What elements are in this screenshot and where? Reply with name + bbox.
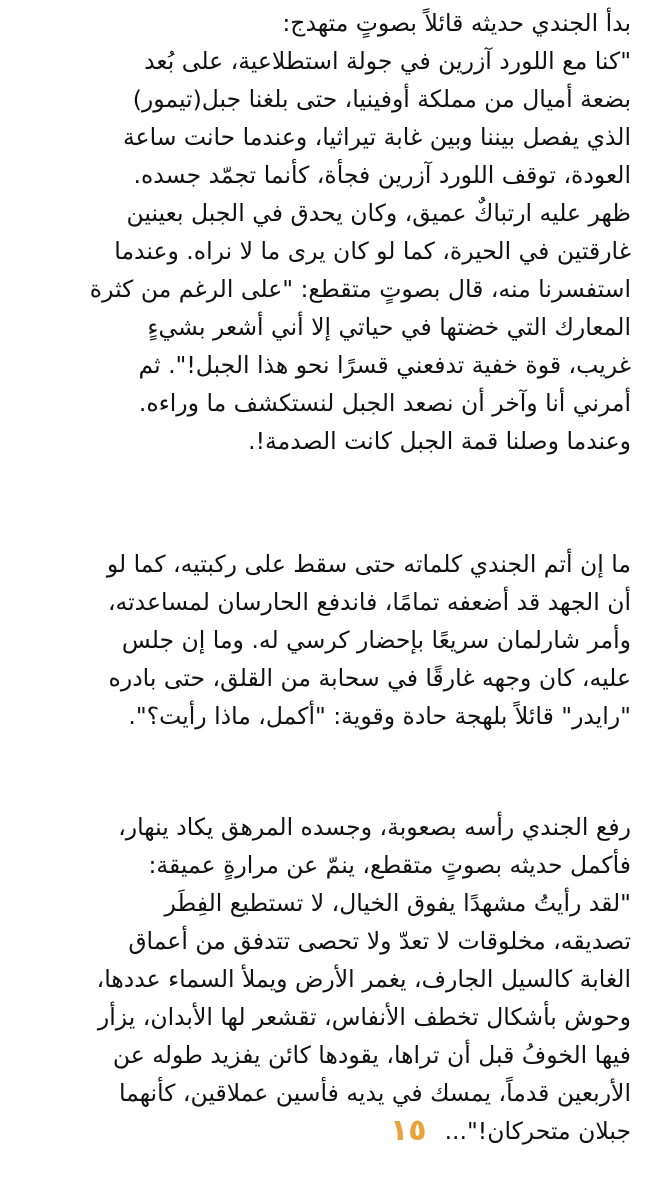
text-line: غارقتين في الحيرة، كما لو كان يرى ما لا نراه. وعندما: [114, 237, 631, 265]
text-line: الذي يفصل بيننا وبين غابة تيراثيا، وعندما حانت ساعة: [122, 123, 631, 151]
text-line: جبلان متحركان!"...: [444, 1117, 631, 1145]
paragraph-2: [22, 545, 631, 735]
text-line: "رايدر" قائلاً بلهجة حادة وقوية: "أكمل، ماذا رأيت؟".: [128, 702, 631, 730]
text-line: أمرني أنا وآخر أن نصعد الجبل لنستكشف ما وراءه.: [138, 389, 631, 417]
text-line: تصديقه، مخلوقات لا تعدّ ولا تحصى تتدفق من أعماق: [128, 927, 631, 955]
text-line: استفسرنا منه، قال بصوتٍ متقطع: "على الرغم من كثرة: [89, 275, 631, 303]
text-line: بدأ الجندي حديثه قائلاً بصوتٍ متهدج:: [282, 9, 631, 37]
text-line: أن الجهد قد أضعفه تمامًا، فاندفع الحارسان لمساعدته،: [107, 588, 631, 616]
text-line: "كنا مع اللورد آزرين في جولة استطلاعية، على بُعد: [144, 47, 631, 75]
text-line: بضعة أميال من مملكة أوفينيا، حتى بلغنا جبل(تيمور): [132, 85, 631, 113]
paragraph-1: [22, 4, 631, 460]
text-line: غريب، قوة خفية تدفعني قسرًا نحو هذا الجبل!". ثم: [138, 351, 631, 379]
text-line: عليه، كان وجهه غارقًا في سحابة من القلق، حتى بادره: [108, 664, 631, 692]
text-line: الأربعين قدماً، يمسك في يديه فأسين عملاقين، كأنهما: [118, 1079, 631, 1107]
text-line: وحوش بأشكال تخطف الأنفاس، تقشعر لها الأبدان، يزأر: [97, 1003, 631, 1031]
text-line: الغابة كالسيل الجارف، يغمر الأرض ويملأ السماء عددها،: [96, 965, 631, 993]
text-line: ظهر عليه ارتباكٌ عميق، وكان يحدق في الجبل بعينين: [126, 199, 631, 227]
text-line: ما إن أتم الجندي كلماته حتى سقط على ركبتيه، كما لو: [106, 550, 631, 578]
text-line: وأمر شارلمان سريعًا بإحضار كرسي له. وما إن جلس: [121, 626, 631, 654]
text-line: فأكمل حديثه بصوتٍ متقطع، ينمّ عن مرارةٍ عميقة:: [148, 851, 631, 879]
text-line: العودة، توقف اللورد آزرين فجأة، كأنما تجمّد جسده.: [133, 161, 631, 189]
page-number: ١٥: [389, 1113, 427, 1148]
text-line: وعندما وصلنا قمة الجبل كانت الصدمة!.: [248, 427, 631, 455]
paragraph-3: [22, 808, 631, 1150]
text-line: رفع الجندي رأسه بصعوبة، وجسده المرهق يكاد ينهار،: [118, 813, 631, 841]
text-line: "لقد رأيتُ مشهدًا يفوق الخيال، لا تستطيع الفِطَر: [164, 889, 631, 917]
text-line: المعارك التي خضتها في حياتي إلا أني أشعر بشيءٍ: [147, 313, 631, 341]
last-text-line: [22, 1112, 631, 1150]
text-line: فيها الخوفُ قبل أن تراها، يقودها كائن يفزيد طوله عن: [112, 1041, 631, 1069]
